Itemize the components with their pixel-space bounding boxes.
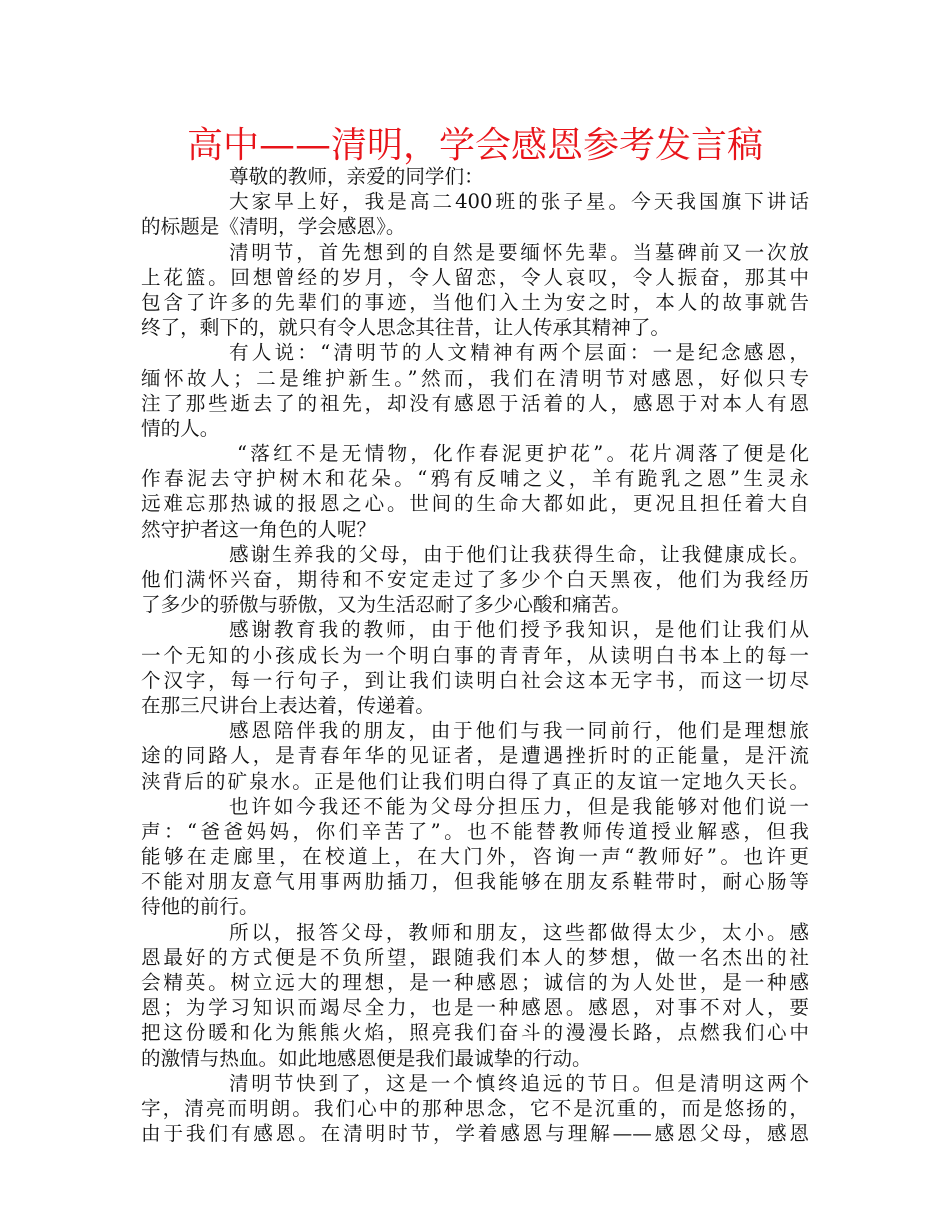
greeting-line: 尊敬的教师，亲爱的同学们： <box>229 165 484 188</box>
text-line: 清明节快到了，这是一个慎终追远的节日。但是清明这两个 <box>229 1071 809 1095</box>
text-line: 浃背后的矿泉水。正是他们让我们明白得了真正的友谊一定地久天长。 <box>141 769 809 793</box>
text-line: 然守护者这一角色的人呢？ <box>141 517 377 541</box>
text-line: 待他的前行。 <box>141 895 259 919</box>
text-line: 会精英。树立远大的理想，是一种感恩；诚信的为人处世，是一种感 <box>141 971 809 994</box>
text-line: 恩；为学习知识而竭尽全力，也是一种感恩。感恩，对事不对人，要 <box>141 996 809 1020</box>
text-line: “落红不是无情物，化作春泥更护花”。花片凋落了便是化 <box>237 442 809 466</box>
text-line: 把这份暖和化为熊熊火焰，照亮我们奋斗的漫漫长路，点燃我们心中 <box>141 1021 809 1045</box>
document-title: 高中——清明，学会感恩参考发言稿 <box>186 125 763 166</box>
text-line: 包含了许多的先辈们的事迹，当他们入土为安之时，本人的故事就告 <box>141 290 809 314</box>
text-line: 大家早上好，我是高二400班的张子星。今天我国旗下讲话 <box>229 190 809 214</box>
text-line: 感恩陪伴我的朋友，由于他们与我一同前行，他们是理想旅 <box>229 719 809 743</box>
text-line: 个汉字，每一行句子，到让我们读明白社会这本无字书，而这一切尽 <box>141 668 809 692</box>
text-line: 上花篮。回想曾经的岁月，令人留恋，令人哀叹，令人振奋，那其中 <box>141 265 809 289</box>
text-line: 也许如今我还不能为父母分担压力，但是我能够对他们说一 <box>229 794 809 818</box>
text-line: 的激情与热血。如此地感恩便是我们最诚挚的行动。 <box>141 1046 592 1070</box>
text-line: 途的同路人，是青春年华的见证者，是遭遇挫折时的正能量，是汗流 <box>141 744 809 768</box>
text-line: 声：“爸爸妈妈，你们辛苦了”。也不能替教师传道授业解惑，但我 <box>141 819 809 843</box>
text-line: 注了那些逝去了的祖先，却没有感恩于活着的人，感恩于对本人有恩 <box>141 391 809 415</box>
text-line: 了多少的骄傲与骄傲，又为生活忍耐了多少心酸和痛苦。 <box>141 593 631 617</box>
text-line: 能够在走廊里，在校道上，在大门外，咨询一声“教师好”。也许更 <box>141 845 809 869</box>
text-line: 清明节，首先想到的自然是要缅怀先辈。当墓碑前又一次放 <box>229 240 809 264</box>
text-line: 他们满怀兴奋，期待和不安定走过了多少个白天黑夜，他们为我经历 <box>141 568 809 591</box>
text-line: 由于我们有感恩。在清明时节，学着感恩与理解——感恩父母，感恩 <box>141 1122 809 1146</box>
text-line: 的标题是《清明，学会感恩》。 <box>141 215 406 239</box>
text-line: 作春泥去守护树木和花朵。“鸦有反哺之义，羊有跪乳之恩”生灵永 <box>141 467 809 491</box>
text-line: 一个无知的小孩成长为一个明白事的青青年，从读明白书本上的每一 <box>141 643 809 667</box>
text-line: 在那三尺讲台上表达着，传递着。 <box>141 693 435 717</box>
text-line: 情的人。 <box>141 416 220 440</box>
text-line: 感谢生养我的父母，由于他们让我获得生命，让我健康成长。 <box>229 542 809 566</box>
text-line: 感谢教育我的教师，由于他们授予我知识，是他们让我们从 <box>229 618 809 642</box>
text-line: 字，清亮而明朗。我们心中的那种思念，它不是沉重的，而是悠扬的， <box>141 1096 809 1120</box>
text-line: 有人说：“清明节的人文精神有两个层面：一是纪念感恩， <box>229 341 809 365</box>
text-line: 不能对朋友意气用事两肋插刀，但我能够在朋友系鞋带时，耐心肠等 <box>141 870 809 894</box>
text-line: 恩最好的方式便是不负所望，跟随我们本人的梦想，做一名杰出的社 <box>141 945 809 969</box>
document-body <box>141 164 809 1146</box>
text-line: 远难忘那热诚的报恩之心。世间的生命大都如此，更况且担任着大自 <box>141 492 809 516</box>
text-line: 所以，报答父母，教师和朋友，这些都做得太少，太小。感 <box>229 920 809 944</box>
text-line: 缅怀故人；二是维护新生。”然而，我们在清明节对感恩，好似只专 <box>141 366 809 390</box>
text-line: 终了，剩下的，就只有令人思念其往昔，让人传承其精神了。 <box>141 316 671 340</box>
